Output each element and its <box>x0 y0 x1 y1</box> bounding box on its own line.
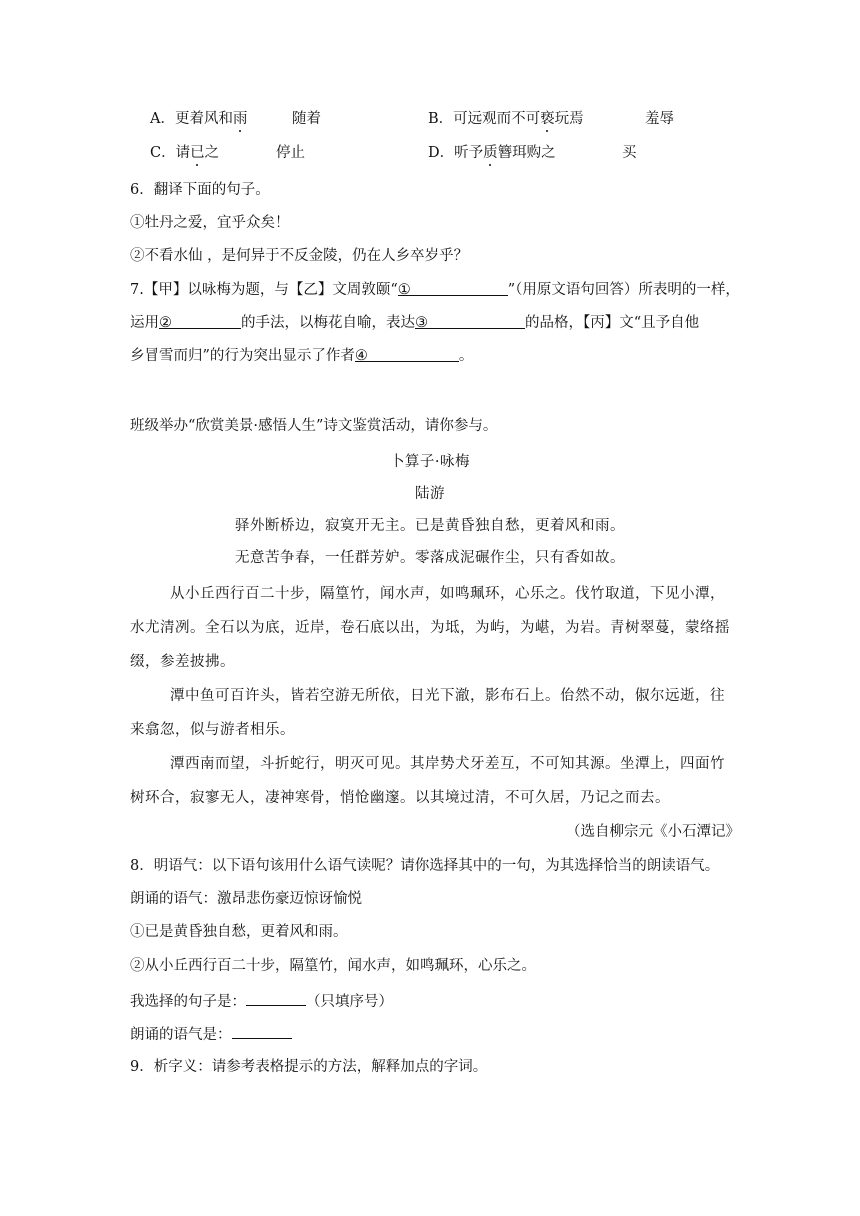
option-d-label: D． <box>428 145 455 161</box>
q7-text-7: 。 <box>458 348 474 364</box>
q8-title: 8．明语气：以下语句该用什么语气读呢？请你选择其中的一句，为其选择恰当的朗读语气。 <box>130 858 720 874</box>
prose-para-1-line-2: 水尤清冽。全石以为底，近岸，卷石底以出，为坻，为屿，为嵁，为岩。青树翠蔓，蒙络摇 <box>130 620 730 636</box>
q7-text-1: 7.【甲】以咏梅为题，与【乙】文周敦颐“ <box>130 282 398 298</box>
option-a-label: A． <box>150 111 175 127</box>
option-b-text-end: 玩焉 <box>554 111 584 127</box>
prose-para-3-line-1: 潭西南而望，斗折蛇行，明灭可见。其岸势犬牙差互，不可知其源。坐潭上，四面竹 <box>170 756 725 772</box>
option-b <box>428 109 584 129</box>
option-d-meaning: 买 <box>622 145 637 161</box>
option-c <box>150 143 219 163</box>
prose-para-2-line-1: 潭中鱼可百许头，皆若空游无所依，日光下澈，影布石上。佁然不动，俶尔远逝，往 <box>170 688 725 704</box>
q8-choice-note: （只填序号） <box>306 994 393 1010</box>
q8-choice-blank[interactable] <box>246 990 306 1006</box>
option-d-dotted-char: 质 <box>483 145 498 161</box>
poem-line-1: 驿外断桥边，寂寞开无主。已是黄昏独自愁，更着风和雨。 <box>235 518 625 534</box>
option-a-dotted-char: 雨 <box>232 111 248 127</box>
option-d-text-end: 簪珥购之 <box>497 145 556 161</box>
q8-choice-label: 我选择的句子是： <box>130 994 246 1010</box>
q7-blank-2[interactable] <box>159 313 241 329</box>
option-c-text-end: 之 <box>204 145 220 161</box>
poem-author: 陆游 <box>415 486 445 502</box>
q7-text-6: 乡冒雪而归”的行为突出显示了作者 <box>130 348 355 364</box>
q7-text-4: 的手法，以梅花自喻，表达 <box>241 315 415 331</box>
q8-tone-label: 朗诵的语气是： <box>130 1027 232 1043</box>
q8-tone-blank[interactable] <box>232 1023 292 1039</box>
prose-para-3-line-2: 树环合，寂寥无人，凄神寒骨，悄怆幽邃。以其境过清，不可久居，乃记之而去。 <box>130 790 670 806</box>
option-b-dotted-char: 亵 <box>540 111 555 127</box>
q8-sentence-2: ②从小丘西行百二十步，隔篁竹，闻水声，如鸣珮环，心乐之。 <box>130 958 536 974</box>
option-b-meaning: 羞辱 <box>645 111 674 127</box>
prose-para-1-line-1: 从小丘西行百二十步，隔篁竹，闻水声，如鸣珮环，心乐之。伐竹取道，下见小潭， <box>170 586 725 602</box>
q7-line-3 <box>130 346 473 366</box>
q7-blank-2-number: ② <box>159 315 172 331</box>
q7-blank-4[interactable] <box>355 346 459 362</box>
prose-para-1-line-3: 缀，参差披拂。 <box>130 654 235 670</box>
q9-title: 9．析字义：请参考表格提示的方法，解释加点的字词。 <box>130 1059 488 1075</box>
q6-sentence-2: ②不看水仙 ，是何异于不反金陵，仍在人乡卒岁乎？ <box>130 248 469 264</box>
q6-title: 6．翻译下面的句子。 <box>130 182 270 198</box>
q7-blank-3-number: ③ <box>415 315 428 331</box>
q6-sentence-1: ①牡丹之爱，宜乎众矣！ <box>130 215 290 231</box>
activity-intro: 班级举办“欣赏美景·感悟人生”诗文鉴赏活动，请你参与。 <box>130 418 498 434</box>
prose-source: （选自柳宗元《小石潭记》 <box>566 824 740 840</box>
option-b-label: B． <box>428 111 454 127</box>
q7-text-2: ”（用原文语句回答）所表明的一样， <box>507 282 740 298</box>
q8-tone-options: 朗诵的语气：激昂悲伤豪迈惊讶愉悦 <box>130 891 362 907</box>
option-a-meaning: 随着 <box>292 111 321 127</box>
option-a-text: 更着风和 <box>174 111 233 127</box>
poem-title: 卜算子·咏梅 <box>389 454 471 470</box>
q7-line-1 <box>130 280 740 300</box>
option-c-text: 请 <box>175 145 191 161</box>
q7-blank-1-number: ① <box>397 282 411 298</box>
prose-para-2-line-2: 来翕忽，似与游者相乐。 <box>130 722 295 738</box>
option-c-meaning: 停止 <box>276 145 305 161</box>
option-a <box>150 109 247 129</box>
q7-line-2 <box>130 313 699 333</box>
q8-choice-line <box>130 990 393 1012</box>
q8-sentence-1: ①已是黄昏独自愁，更着风和雨。 <box>130 924 348 940</box>
q7-blank-4-number: ④ <box>354 348 368 364</box>
option-b-text: 可远观而不可 <box>453 111 541 127</box>
q7-blank-3[interactable] <box>415 313 525 329</box>
q7-text-5: 的品格，【丙】文“且予自他 <box>525 315 700 331</box>
q7-blank-1[interactable] <box>398 280 508 296</box>
option-d-text: 听予 <box>454 145 484 161</box>
q7-text-3: 运用 <box>130 315 159 331</box>
option-c-label: C． <box>150 145 176 161</box>
option-c-dotted-char: 已 <box>190 145 205 161</box>
poem-line-2: 无意苦争春，一任群芳妒。零落成泥碾作尘，只有香如故。 <box>235 550 625 566</box>
option-d <box>428 143 556 163</box>
q8-tone-line <box>130 1023 292 1045</box>
